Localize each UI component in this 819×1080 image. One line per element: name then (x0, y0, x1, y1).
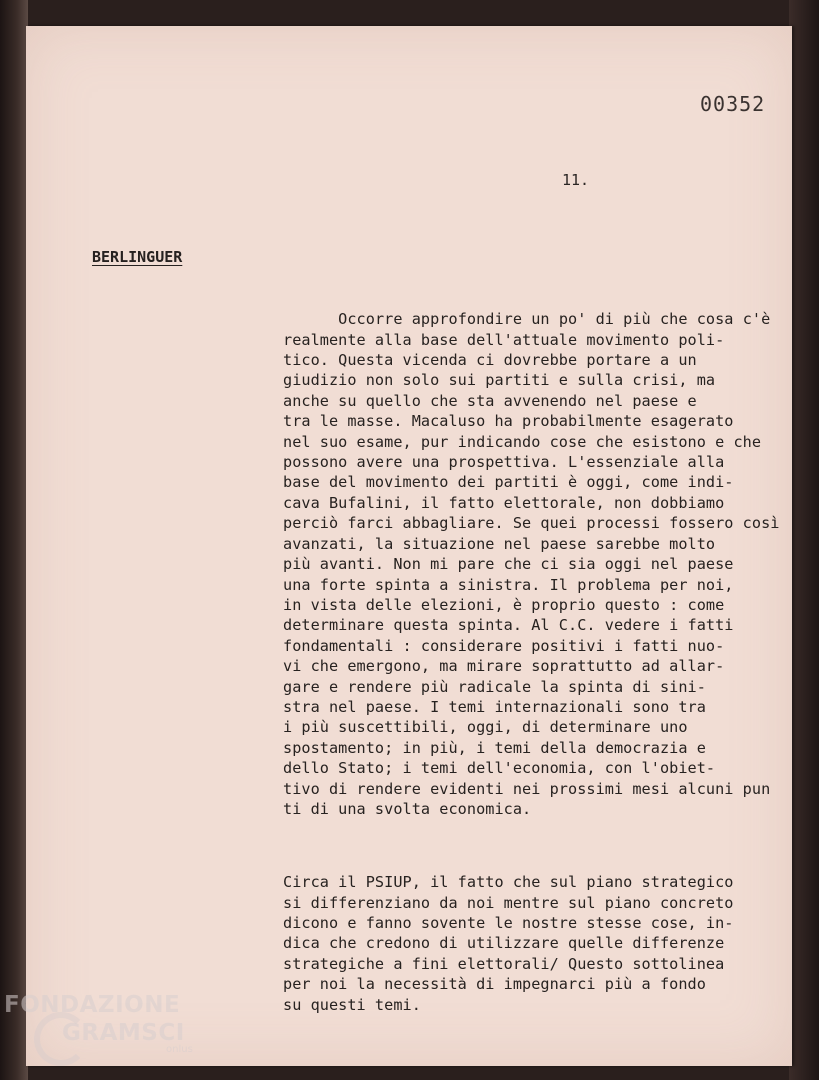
paragraph-1 (283, 289, 783, 820)
page-number: 11. (562, 171, 590, 189)
watermark-line-3: onlus (166, 1044, 193, 1055)
document-page (26, 26, 792, 1066)
watermark-logo (4, 992, 193, 1055)
text-line: ti di una svolta economica. (283, 799, 532, 818)
text-line: base del movimento dei partiti è oggi, come indi- (283, 473, 734, 492)
page-edge (789, 0, 819, 1080)
text-line: stra nel paese. I temi internazionali sono tra (283, 697, 706, 716)
binding-edge (0, 0, 28, 1080)
text-line: fondamentali : considerare positivi i fatti nuo- (283, 636, 725, 655)
text-line: determinare questa spinta. Al C.C. vedere i fatti (283, 616, 734, 635)
text-line: nel suo esame, pur indicando cose che esistono e che (283, 432, 762, 451)
text-line: Circa il PSIUP, il fatto che sul piano strategico (283, 873, 734, 892)
text-line: perciò farci abbagliare. Se quei processi fossero così (283, 514, 780, 533)
watermark-line-2: GRAMSCI (62, 1020, 185, 1046)
text-line: dicono e fanno sovente le nostre stesse cose, in- (283, 914, 734, 932)
text-line: dello Stato; i temi dell'economia, con l'obiet- (283, 759, 716, 778)
archive-number: 00352 (700, 92, 766, 116)
text-line: possono avere una prospettiva. L'essenziale alla (283, 453, 725, 472)
text-line: strategiche a fini elettorali/ Questo sottolinea (283, 954, 725, 973)
text-line: tico. Questa vicenda ci dovrebbe portare a un (283, 351, 697, 370)
text-line: giudizio non solo sui partiti e sulla crisi, ma (283, 371, 716, 390)
text-line: cava Bufalini, il fatto elettorale, non dobbiamo (283, 493, 725, 512)
text-line: si differenziano da noi mentre sul piano concreto (283, 893, 734, 912)
speaker-name: BERLINGUER (92, 248, 183, 266)
text-line: per noi la necessità di impegnarci più a fondo (283, 975, 706, 994)
text-line: spostamento; in più, i temi della democrazia e (283, 738, 706, 757)
text-line: una forte spinta a sinistra. Il problema per noi, (283, 575, 734, 594)
speech-body (283, 248, 783, 1056)
text-line: più avanti. Non mi pare che ci sia oggi nel paese (283, 555, 734, 574)
text-line: realmente alla base dell'attuale movimento poli- (283, 330, 725, 349)
paragraph-2 (283, 872, 783, 1015)
text-line: vi che emergono, ma mirare soprattutto ad allar- (283, 657, 725, 676)
text-line: tra le masse. Macaluso ha probabilmente esagerato (283, 412, 734, 431)
text-line: gare e rendere più radicale la spinta di sini- (283, 677, 706, 696)
text-line: i più suscettibili, oggi, di determinare uno (283, 718, 688, 737)
text-line: in vista delle elezioni, è proprio questo : come (283, 595, 725, 614)
text-line: su questi temi. (283, 995, 421, 1014)
text-line: Occorre approfondire un po' di più che cosa c'è (338, 310, 771, 329)
watermark-line-1: FONDAZIONE (4, 992, 181, 1018)
text-line: dica che credono di utilizzare quelle differenze (283, 934, 725, 953)
text-line: anche su quello che sta avvenendo nel paese e (283, 391, 697, 410)
text-line: avanzati, la situazione nel paese sarebbe molto (283, 534, 716, 553)
text-line: tivo di rendere evidenti nei prossimi mesi alcuni pun (283, 779, 771, 798)
